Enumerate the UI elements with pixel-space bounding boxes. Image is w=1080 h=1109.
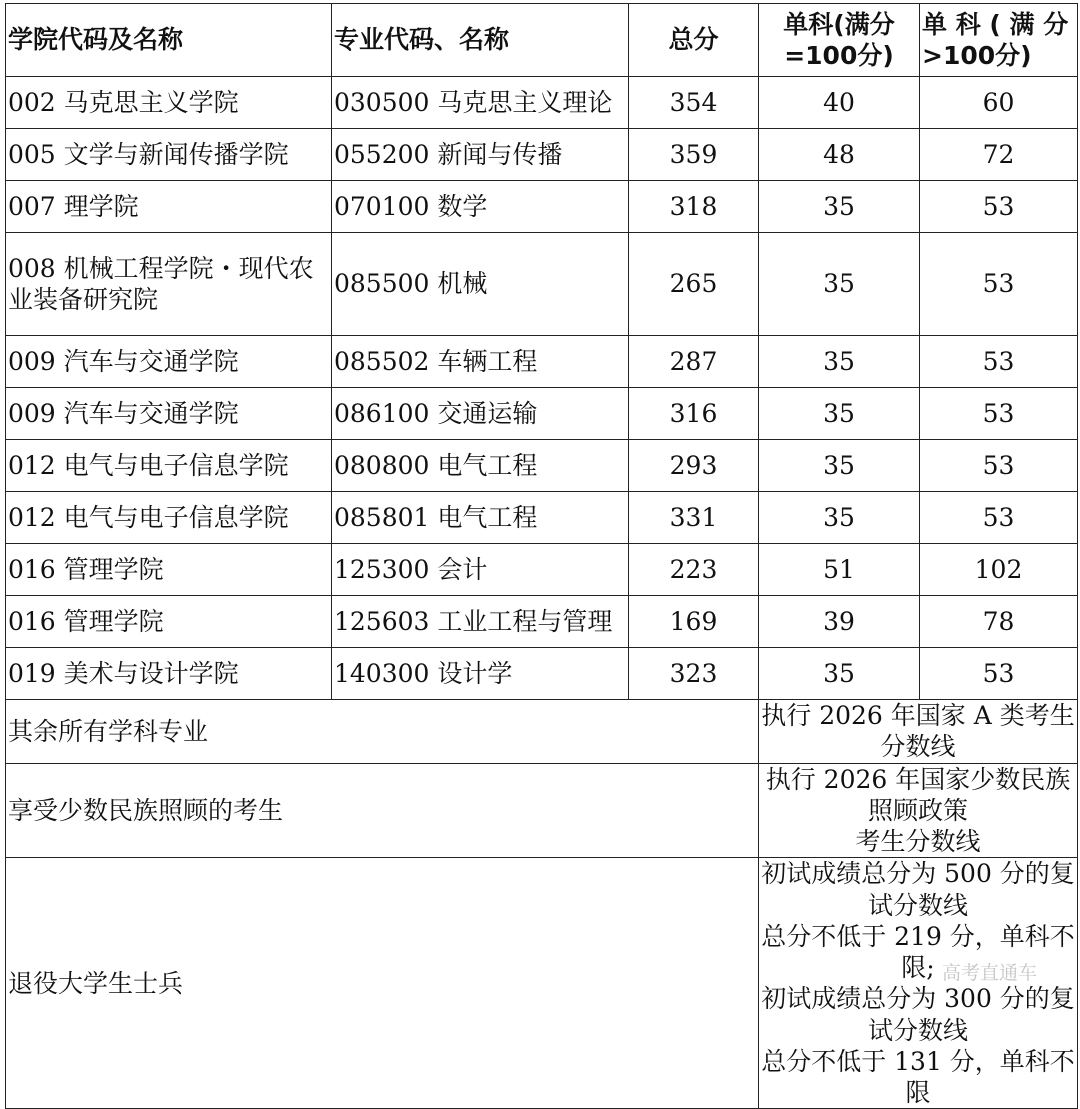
header-single-100: 单科(满分=100分) (759, 4, 920, 77)
total-cell: 318 (629, 181, 759, 233)
single-over-100-cell: 78 (920, 596, 1078, 648)
header-row (6, 4, 1078, 77)
total-cell: 169 (629, 596, 759, 648)
total-cell: 223 (629, 544, 759, 596)
single-100-cell: 35 (759, 440, 920, 492)
college-cell: 012 电气与电子信息学院 (6, 492, 332, 544)
table-row (6, 596, 1078, 648)
score-table (5, 3, 1078, 1109)
policy-line: 初试成绩总分为 300 分的复试分数线 (761, 984, 1075, 1045)
special-label: 其余所有学科专业 (6, 700, 759, 764)
major-cell: 125300 会计 (332, 544, 629, 596)
table-row (6, 388, 1078, 440)
major-cell: 125603 工业工程与管理 (332, 596, 629, 648)
policy-line: 考生分数线 (855, 827, 981, 856)
policy-line: 总分不低于 131 分，单科不限 (761, 1046, 1075, 1107)
single-100-cell: 35 (759, 181, 920, 233)
single-over-100-cell: 53 (920, 181, 1078, 233)
college-cell: 012 电气与电子信息学院 (6, 440, 332, 492)
college-cell: 016 管理学院 (6, 544, 332, 596)
single-over-100-cell: 72 (920, 129, 1078, 181)
college-cell: 002 马克思主义学院 (6, 77, 332, 129)
single-100-cell: 48 (759, 129, 920, 181)
special-policy (759, 858, 1078, 1109)
table-row (6, 544, 1078, 596)
total-cell: 265 (629, 233, 759, 336)
header-major: 专业代码、名称 (332, 4, 629, 77)
special-row-other (6, 700, 1078, 764)
header-college: 学院代码及名称 (6, 4, 332, 77)
table-row (6, 181, 1078, 233)
single-100-cell: 35 (759, 233, 920, 336)
single-100-cell: 35 (759, 388, 920, 440)
major-cell: 085801 电气工程 (332, 492, 629, 544)
header-single-over-100: 单 科 ( 满 分>100分) (920, 4, 1078, 77)
watermark-text: 高考直通车 (942, 962, 1038, 984)
total-cell: 359 (629, 129, 759, 181)
table-row (6, 440, 1078, 492)
college-cell: 009 汽车与交通学院 (6, 336, 332, 388)
special-policy (759, 763, 1078, 858)
single-over-100-cell: 53 (920, 388, 1078, 440)
total-cell: 316 (629, 388, 759, 440)
policy-line: 初试成绩总分为 500 分的复试分数线 (761, 859, 1075, 920)
single-100-cell: 35 (759, 492, 920, 544)
major-cell: 055200 新闻与传播 (332, 129, 629, 181)
table-body (6, 77, 1078, 1109)
special-label: 退役大学生士兵 (6, 858, 759, 1109)
single-over-100-cell: 102 (920, 544, 1078, 596)
table-row (6, 492, 1078, 544)
college-cell: 008 机械工程学院・现代农业装备研究院 (6, 233, 332, 336)
total-cell: 354 (629, 77, 759, 129)
single-100-cell: 51 (759, 544, 920, 596)
single-over-100-cell: 53 (920, 492, 1078, 544)
special-policy (759, 700, 1078, 764)
score-table-container (5, 3, 1078, 1109)
total-cell: 323 (629, 648, 759, 700)
major-cell: 030500 马克思主义理论 (332, 77, 629, 129)
single-100-cell: 35 (759, 648, 920, 700)
single-100-cell: 35 (759, 336, 920, 388)
total-cell: 293 (629, 440, 759, 492)
special-row-minority (6, 763, 1078, 858)
special-row-veteran (6, 858, 1078, 1109)
single-over-100-cell: 53 (920, 648, 1078, 700)
single-over-100-cell: 53 (920, 233, 1078, 336)
total-cell: 331 (629, 492, 759, 544)
policy-line: 执行 2026 年国家少数民族照顾政策 (765, 764, 1071, 825)
policy-line: 总分不低于 219 分，单科不限; (761, 921, 1075, 982)
table-row (6, 336, 1078, 388)
single-100-cell: 39 (759, 596, 920, 648)
major-cell: 140300 设计学 (332, 648, 629, 700)
college-cell: 016 管理学院 (6, 596, 332, 648)
major-cell: 080800 电气工程 (332, 440, 629, 492)
major-cell: 085502 车辆工程 (332, 336, 629, 388)
special-label: 享受少数民族照顾的考生 (6, 763, 759, 858)
table-row (6, 648, 1078, 700)
total-cell: 287 (629, 336, 759, 388)
policy-line: 执行 2026 年国家 A 类考生分数线 (761, 701, 1075, 762)
single-over-100-cell: 53 (920, 440, 1078, 492)
college-cell: 007 理学院 (6, 181, 332, 233)
major-cell: 085500 机械 (332, 233, 629, 336)
single-over-100-cell: 53 (920, 336, 1078, 388)
major-cell: 070100 数学 (332, 181, 629, 233)
college-cell: 005 文学与新闻传播学院 (6, 129, 332, 181)
table-row (6, 77, 1078, 129)
table-row (6, 129, 1078, 181)
college-cell: 019 美术与设计学院 (6, 648, 332, 700)
major-cell: 086100 交通运输 (332, 388, 629, 440)
header-total: 总分 (629, 4, 759, 77)
single-over-100-cell: 60 (920, 77, 1078, 129)
single-100-cell: 40 (759, 77, 920, 129)
table-row (6, 233, 1078, 336)
college-cell: 009 汽车与交通学院 (6, 388, 332, 440)
